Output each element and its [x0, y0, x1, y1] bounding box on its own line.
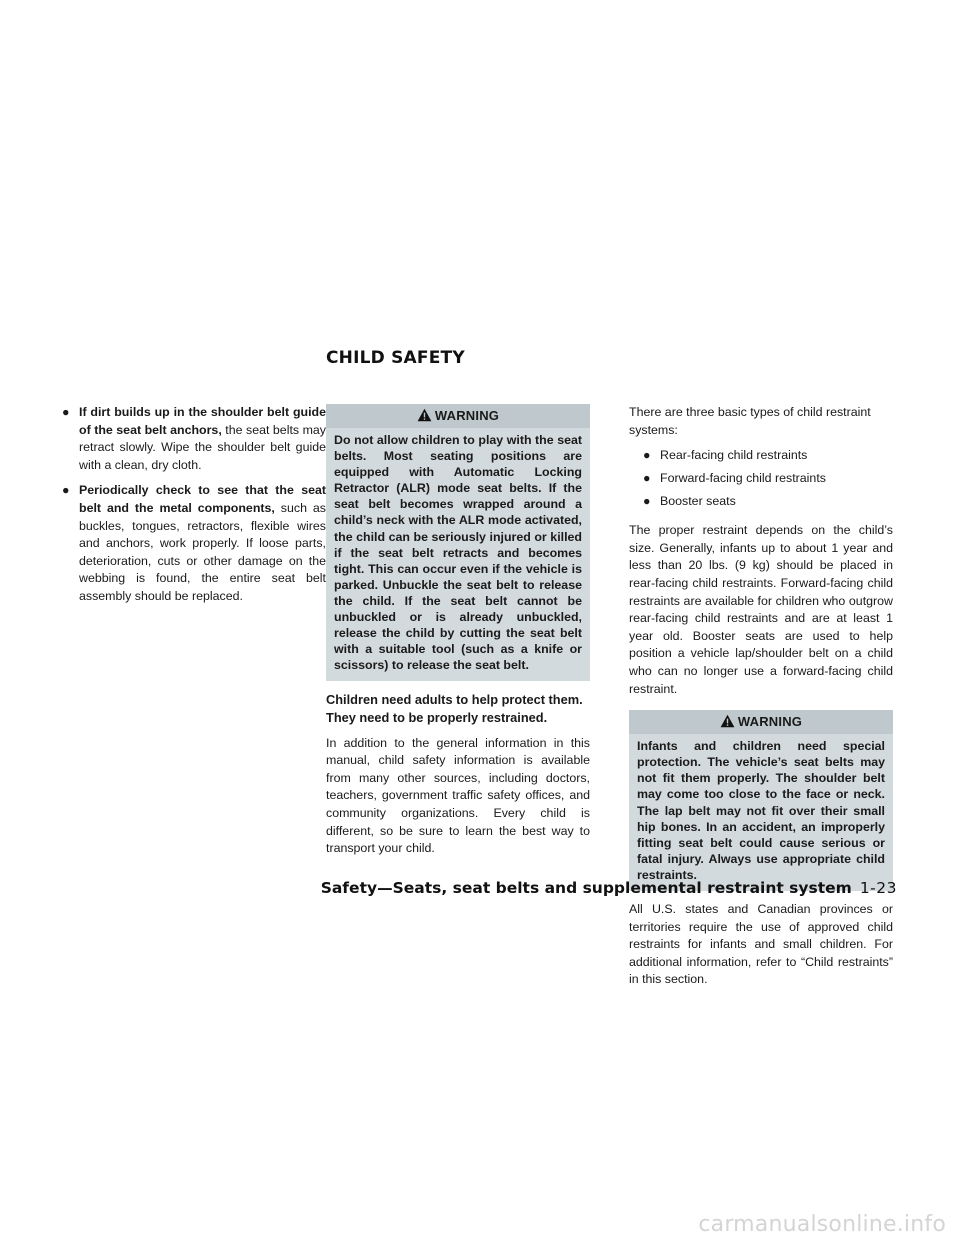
bullet-marker: ● — [643, 471, 651, 486]
column-right — [629, 404, 893, 997]
watermark: carmanualsonline.info — [698, 1212, 946, 1238]
bullet-bold-lead: If dirt builds up in the shoulder belt guide of the seat belt anchors, — [79, 405, 326, 437]
body-paragraph: The proper restraint depends on the child’s size. Generally, infants up to about 1 year and less than 20 lbs. (9 kg) should be placed in rear-facing child restraints. Forward-facing child restraints are available for children who outgrow rear-facing child restraints and are at least 1 year old. Booster seats are used to help position a vehicle lap/shoulder belt on a child who can no longer use a forward-facing child restraint. — [629, 523, 893, 696]
column-left — [62, 404, 326, 614]
section-title: CHILD SAFETY — [326, 348, 465, 368]
bullet-marker: ● — [62, 483, 70, 498]
warning-triangle-icon — [417, 408, 432, 422]
warning-heading — [629, 710, 893, 734]
page-number: 1-23 — [859, 879, 897, 897]
warning-triangle-icon — [720, 714, 735, 728]
column-middle — [326, 404, 590, 866]
list-item-label: Booster seats — [660, 494, 736, 509]
warning-text: Infants and children need special protection. The vehicle’s seat belts may not fit them properly. The shoulder belt may come too close to the face or neck. The lap belt may not fit over their small hip bones. In an accident, an improperly fitting seat belt could cause serious or fatal injury. Always use appropriate child restraints. — [637, 739, 885, 882]
list-item-label: Rear-facing child restraints — [660, 448, 808, 463]
bullet-text: such as buckles, tongues, retractors, flexible wires and anchors, work properly. If loose parts, deterioration, cuts or other damage on the webbing is found, the entire seat belt assembly should be replaced. — [79, 500, 326, 603]
list-item — [643, 470, 893, 493]
body-paragraph: In addition to the general information in this manual, child safety information is available from many other sources, including doctors, teachers, government traffic safety offices, and community organizations. Every child is different, so be sure to learn the best way to transport your child. — [326, 735, 590, 856]
list-item — [643, 493, 893, 516]
warning-heading — [326, 404, 590, 428]
warning-heading-label: WARNING — [434, 408, 500, 423]
warning-box-alr — [326, 404, 590, 681]
page-footer — [321, 880, 897, 898]
bullet-marker: ● — [62, 405, 70, 419]
lead-statement: Children need adults to help protect them. They need to be properly restrained. — [326, 692, 583, 725]
bullet-item — [62, 482, 326, 605]
list-item-label: Forward-facing child restraints — [660, 471, 826, 486]
bullet-bold-lead: Periodically check to see that the seat belt and the metal components, — [79, 483, 326, 515]
bullet-text: the seat belts may retract slowly. Wipe the shoulder belt guide with a clean, dry cloth. — [79, 422, 326, 472]
body-paragraph: All U.S. states and Canadian provinces or territories require the use of approved child restraints for infants and small children. For additional information, refer to “Child restraints” in this section. — [629, 901, 893, 987]
intro-paragraph: There are three basic types of child restraint systems: — [629, 405, 871, 437]
bullet-marker: ● — [643, 448, 651, 463]
bullet-item — [62, 404, 326, 474]
restraint-types-list — [643, 447, 893, 516]
warning-box-restraints — [629, 710, 893, 891]
chapter-title: Safety—Seats, seat belts and supplemental restraint system — [320, 879, 852, 897]
warning-text: Do not allow children to play with the seat belts. Most seating positions are equipped with Automatic Locking Retractor (ALR) mode seat belts. If the seat belt becomes wrapped around a child’s neck with the ALR mode activated, the child can be seriously injured or killed if the seat belt retracts and becomes tight. This can occur even if the vehicle is parked. Unbuckle the seat belt to release the child. If the seat belt cannot be unbuckled or is already unbuckled, release the child by cutting the seat belt with a suitable tool (such as a knife or scissors) to release the seat belt. — [334, 433, 582, 673]
list-item — [643, 447, 893, 470]
warning-heading-label: WARNING — [737, 714, 803, 730]
bullet-marker: ● — [643, 494, 651, 509]
